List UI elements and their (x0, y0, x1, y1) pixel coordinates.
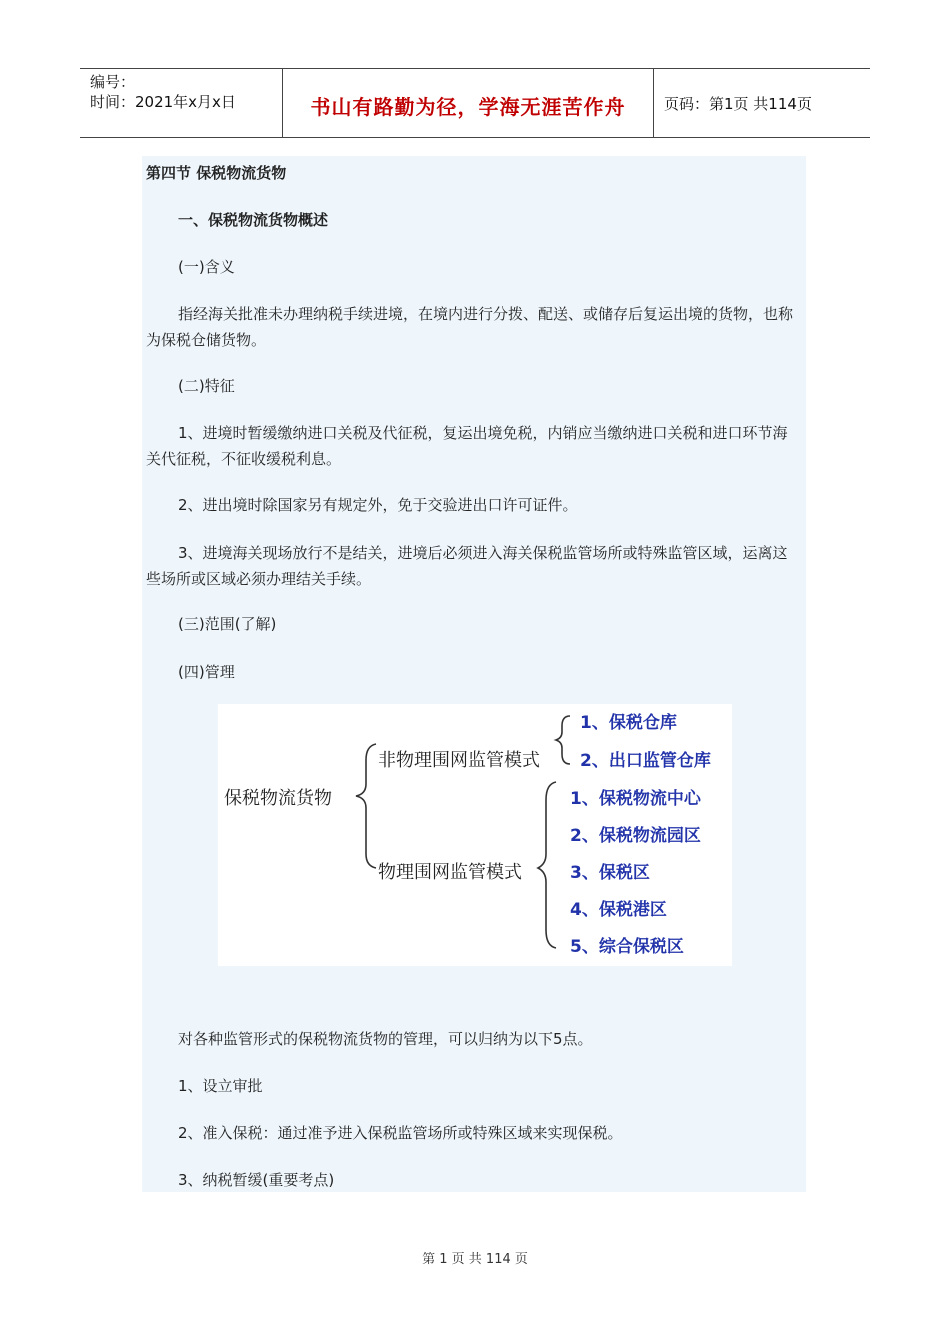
content-area (142, 156, 806, 1192)
motto: 书山有路勤为径，学海无涯苦作舟 (310, 95, 626, 119)
page-info: 页码：第1页 共114页 (664, 95, 812, 113)
meaning-heading: (一)含义 (178, 258, 235, 276)
page-footer: 第 1 页 共 114 页 (422, 1252, 528, 1267)
diagram-root: 保税物流货物 (224, 788, 332, 809)
time-label: 时间：2021年x月x日 (90, 93, 236, 111)
point-1: 1、设立审批 (178, 1077, 263, 1095)
header-middle-cell (283, 69, 654, 137)
diagram-mode-1-item: 2、出口监管仓库 (580, 751, 711, 771)
diagram-mode-1: 非物理围网监管模式 (378, 750, 540, 771)
number-label: 编号： (90, 73, 136, 91)
management-summary: 对各种监管形式的保税物流货物的管理，可以归纳为以下5点。 (178, 1030, 593, 1048)
diagram-mode-2-item: 2、保税物流园区 (570, 826, 701, 846)
point-3: 3、纳税暂缓(重要考点) (178, 1171, 335, 1189)
diagram-mode-2-item: 3、保税区 (570, 863, 650, 883)
feature-heading: (二)特征 (178, 377, 235, 395)
diagram-mode-2: 物理围网监管模式 (378, 862, 522, 883)
meaning-text: 指经海关批准未办理纳税手续进境，在境内进行分拨、配送、或储存后复运出境的货物，也称为保税仓储货物。 (146, 305, 794, 349)
feature-1: 1、进境时暂缓缴纳进口关税及代征税，复运出境免税，内销应当缴纳进口关税和进口环节海关代征税，不征收缓税利息。 (146, 424, 788, 468)
diagram-mode-2-item: 1、保税物流中心 (570, 789, 701, 809)
header-table (80, 68, 870, 138)
section-title: 第四节 保税物流货物 (146, 164, 287, 182)
feature-3: 3、进境海关现场放行不是结关，进境后必须进入海关保税监管场所或特殊监管区域，运离这些场所或区域必须办理结关手续。 (146, 544, 788, 588)
diagram-mode-2-item: 5、综合保税区 (570, 937, 684, 957)
subtitle: 一、保税物流货物概述 (178, 211, 329, 229)
diagram-mode-1-item: 1、保税仓库 (580, 713, 677, 733)
feature-2: 2、进出境时除国家另有规定外，免于交验进出口许可证件。 (178, 496, 578, 514)
diagram-mode-2-item: 4、保税港区 (570, 900, 667, 920)
header-right-cell (654, 69, 870, 137)
manage-heading: (四)管理 (178, 663, 235, 681)
scope-heading: (三)范围(了解) (178, 615, 277, 633)
header-left-cell (80, 69, 283, 137)
bonded-logistics-diagram (218, 704, 732, 966)
point-2: 2、准入保税：通过准予进入保税监管场所或特殊区域来实现保税。 (178, 1124, 623, 1142)
